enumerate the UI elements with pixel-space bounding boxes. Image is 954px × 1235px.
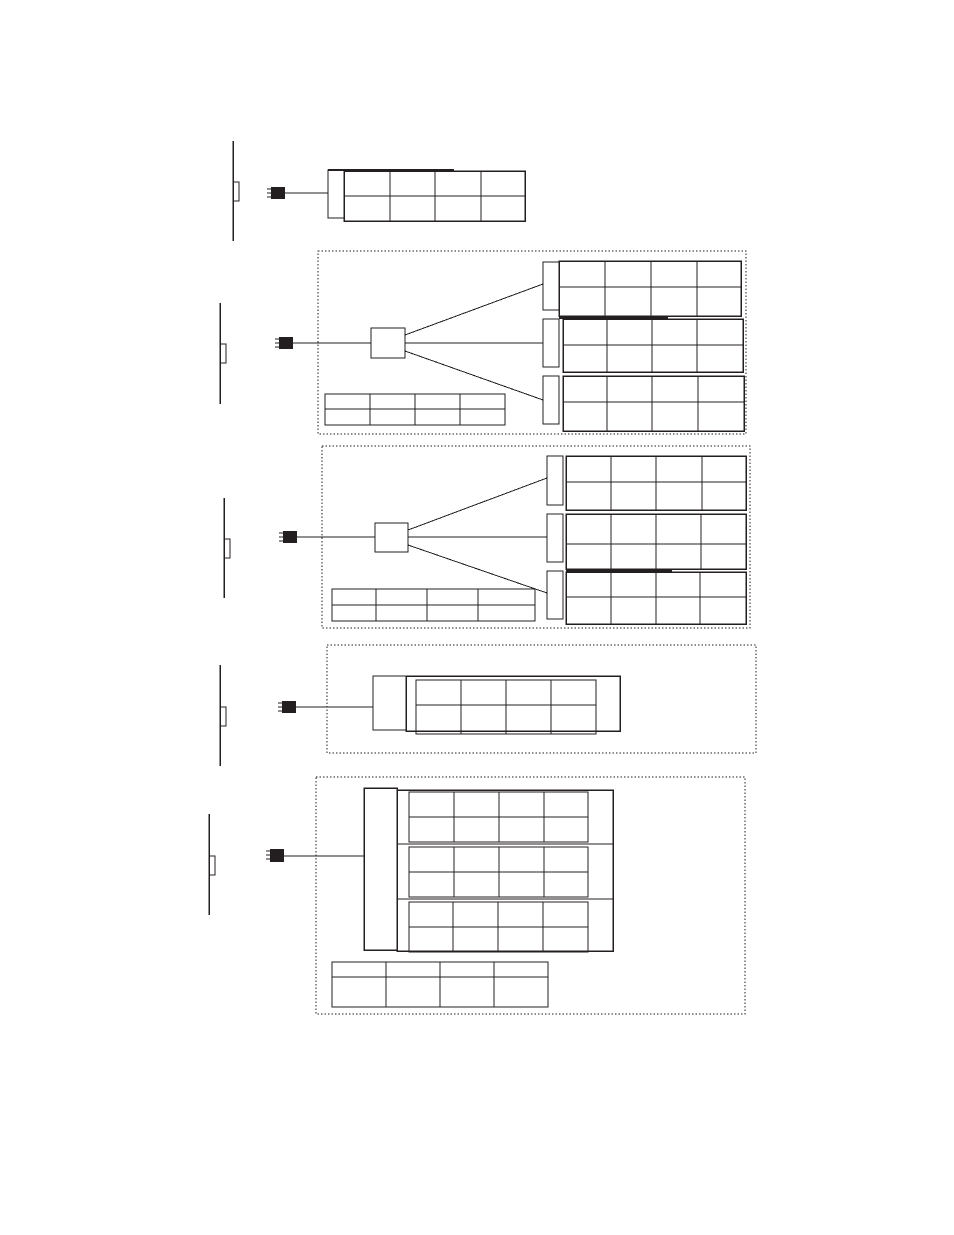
disk-array [566, 572, 746, 624]
legend-table [332, 589, 535, 621]
array-controller [373, 676, 406, 730]
panel-3 [224, 446, 750, 628]
fanout-link-top [408, 478, 547, 530]
panel-4 [220, 645, 756, 766]
host-port [233, 182, 239, 201]
host-port [220, 707, 226, 726]
panel-2 [220, 251, 746, 434]
disk-array [566, 514, 746, 569]
connector-icon [267, 187, 285, 199]
disk-array [566, 456, 746, 510]
shared-controller [364, 788, 397, 950]
connector-icon [279, 531, 297, 543]
fanout-link-top [405, 284, 543, 335]
array-controller [543, 376, 559, 424]
array-controller [543, 319, 559, 367]
connector-icon [275, 337, 293, 349]
switch [375, 523, 408, 552]
host-port [209, 856, 215, 875]
panel-1 [233, 141, 525, 241]
array-controller [547, 514, 563, 562]
switch [371, 328, 405, 358]
disk-array [559, 261, 741, 316]
disk-array [344, 171, 525, 221]
array-enclosure [406, 676, 620, 731]
disk-array [409, 792, 588, 842]
disk-array [563, 376, 744, 431]
disk-array [563, 319, 743, 372]
panel-5 [209, 777, 745, 1014]
panel-boundary [327, 645, 756, 753]
array-controller [543, 262, 559, 310]
connector-icon [278, 701, 296, 713]
host-port [224, 539, 230, 558]
legend-table [332, 962, 548, 1007]
legend-table [325, 394, 505, 425]
host-port [220, 344, 226, 363]
disk-array [409, 902, 588, 952]
disk-array [416, 680, 596, 734]
array-controller [547, 456, 563, 505]
disk-array [409, 847, 588, 897]
panel-boundary [316, 777, 745, 1014]
array-controller [547, 571, 563, 619]
fanout-link-bottom [405, 351, 543, 400]
array-controller [328, 170, 344, 218]
connector-icon [266, 849, 284, 862]
fanout-link-bottom [408, 545, 547, 593]
